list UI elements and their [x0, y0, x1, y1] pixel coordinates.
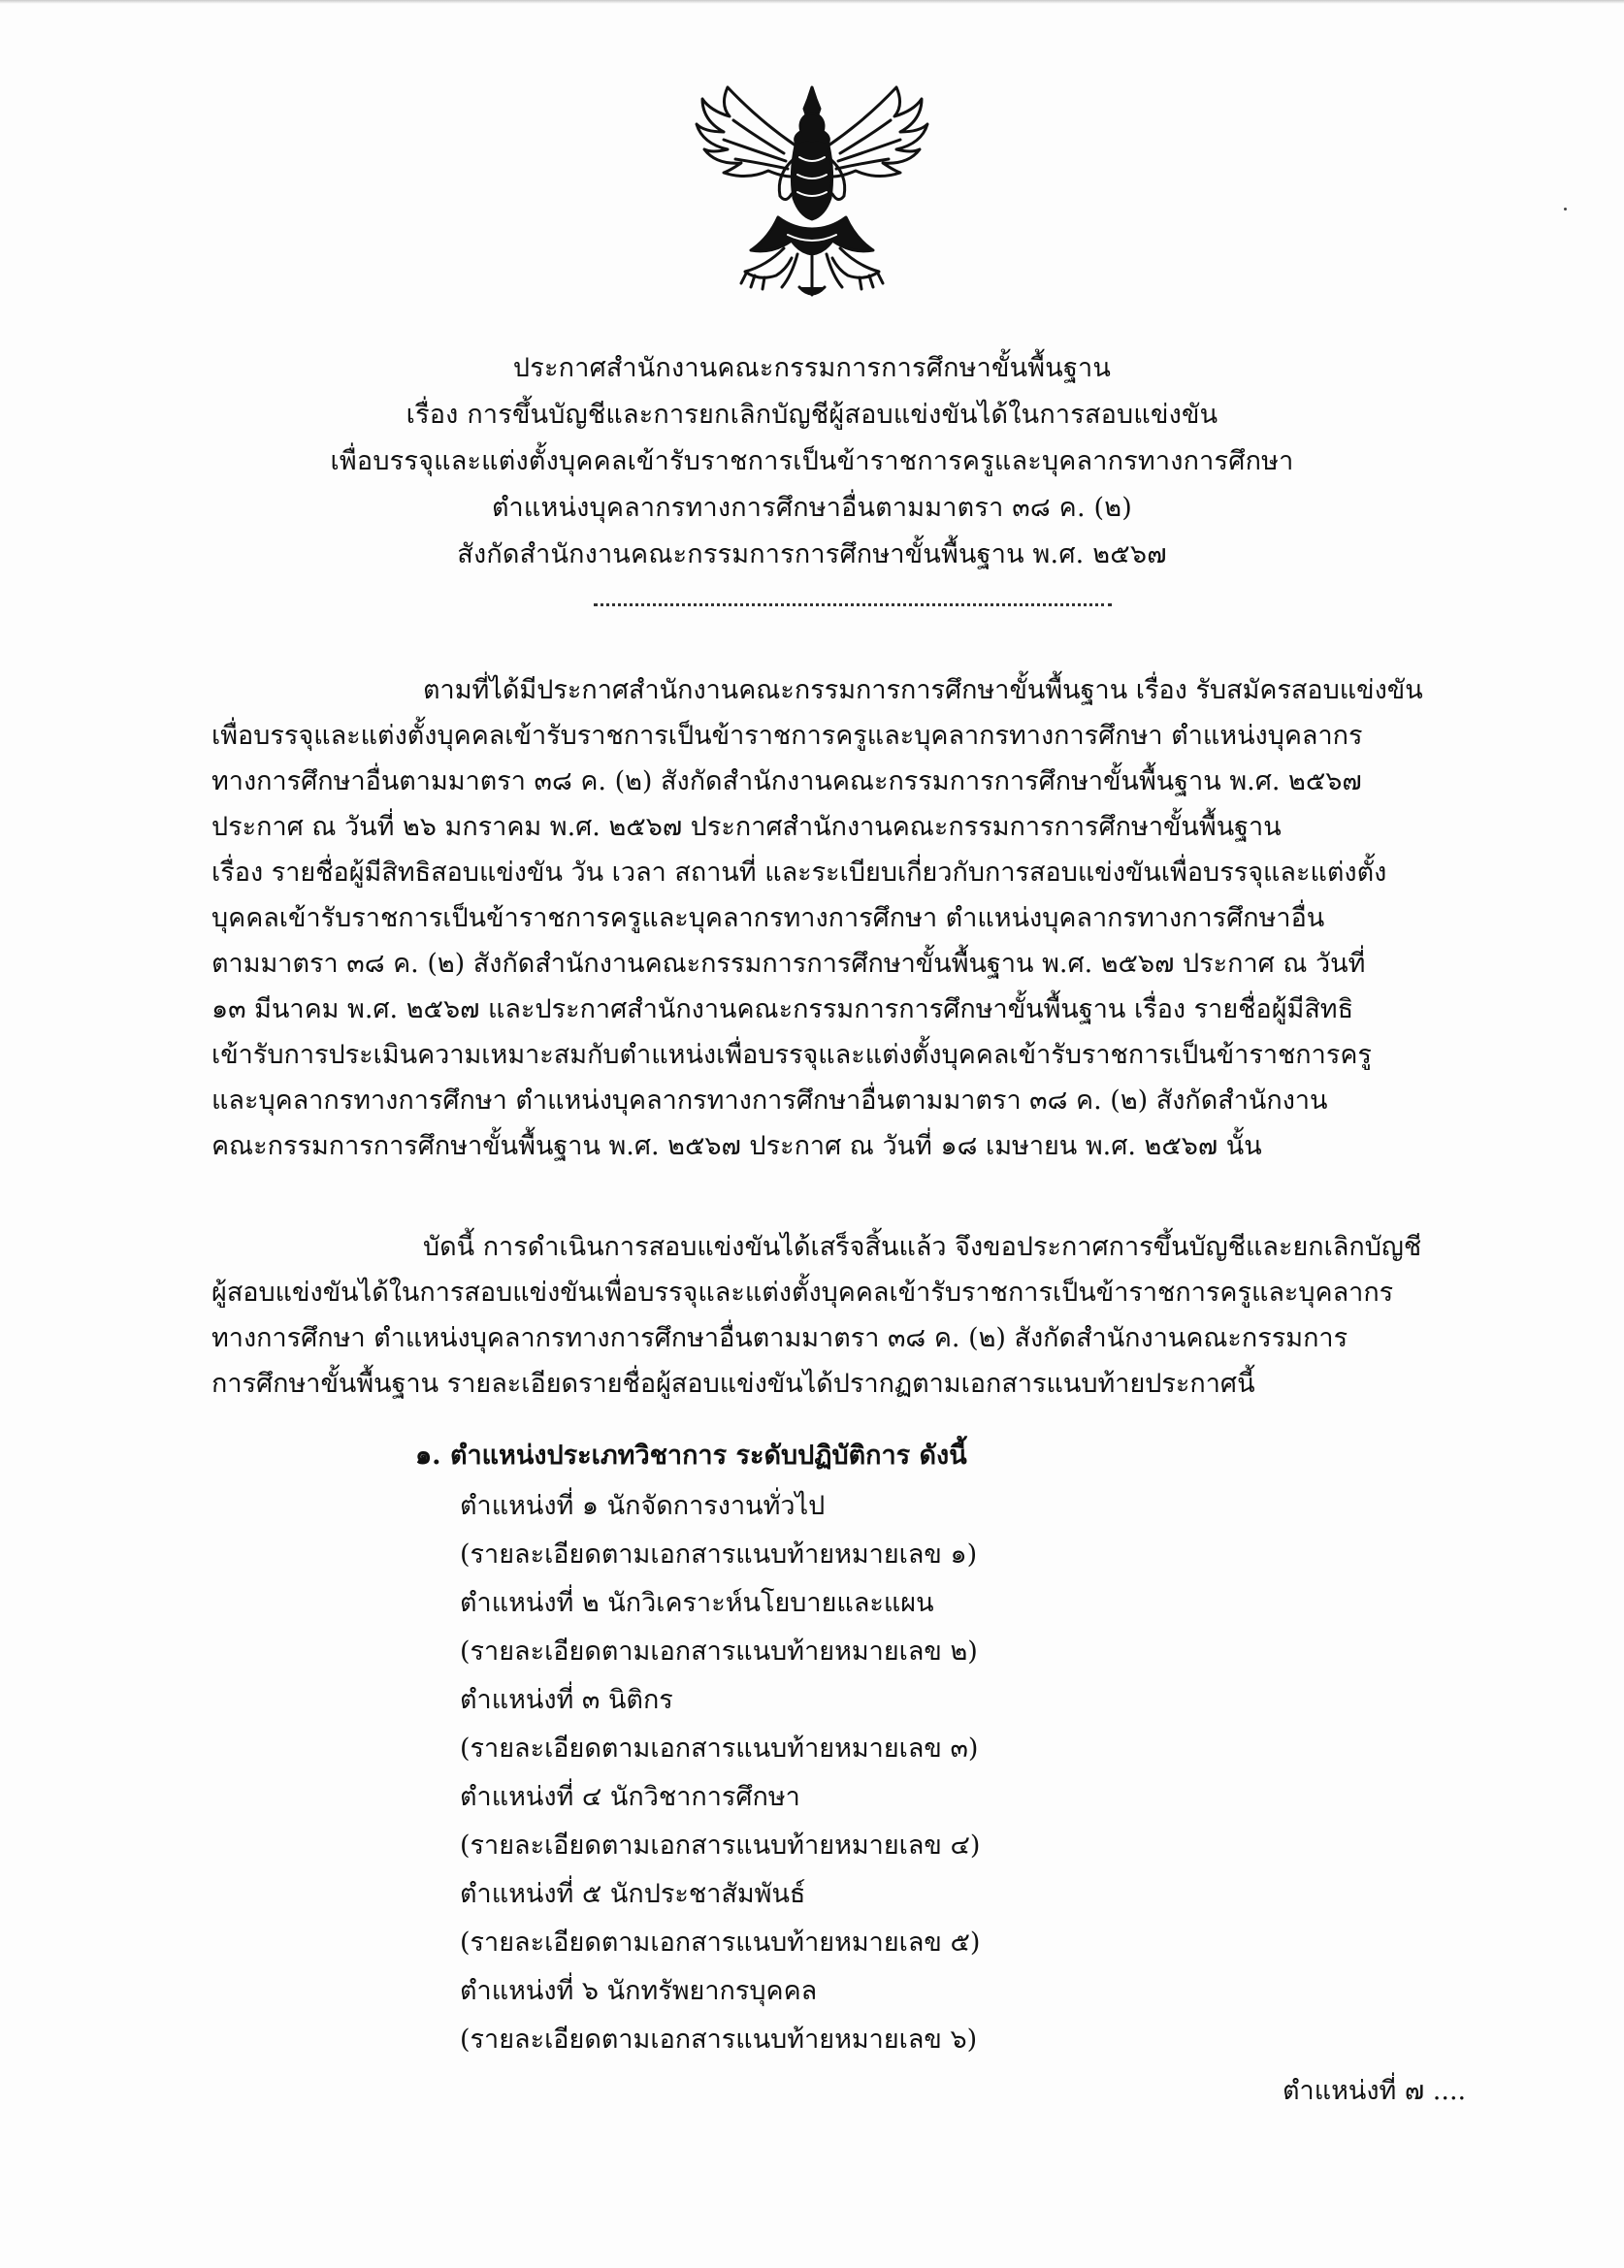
paragraph-line: ตามมาตรา ๓๘ ค. (๒) สังกัดสำนักงานคณะกรรมการการศึกษาขั้นพื้นฐาน พ.ศ. ๒๕๖๗ ประกาศ ณ วันที่	[211, 949, 1366, 979]
position-item: ตำแหน่งที่ ๓ นิติกร	[460, 1685, 673, 1715]
body-paragraph-1	[211, 667, 1469, 1169]
paragraph-line: การศึกษาขั้นพื้นฐาน รายละเอียดรายชื่อผู้สอบแข่งขันได้ปรากฏตามเอกสารแนบท้ายประกาศนี้	[211, 1369, 1255, 1399]
paragraph-line: ตามที่ได้มีประกาศสำนักงานคณะกรรมการการศึกษาขั้นพื้นฐาน เรื่อง รับสมัครสอบแข่งขัน	[423, 675, 1423, 705]
title-line: ตำแหน่งบุคลากรทางการศึกษาอื่นตามมาตรา ๓๘ ค. (๒)	[492, 493, 1132, 523]
position-item: ตำแหน่งที่ ๑ นักจัดการงานทั่วไป	[460, 1491, 826, 1521]
paragraph-line: เรื่อง รายชื่อผู้มีสิทธิสอบแข่งขัน วัน เวลา สถานที่ และระเบียบเกี่ยวกับการสอบแข่งขันเพื่อบรรจุและแต่งตั้ง	[211, 858, 1387, 888]
dotted-divider	[594, 603, 1112, 606]
continuation-marker: ตำแหน่งที่ ๗ ....	[1283, 2076, 1467, 2106]
paragraph-line: ๑๓ มีนาคม พ.ศ. ๒๕๖๗ และประกาศสำนักงานคณะกรรมการการศึกษาขั้นพื้นฐาน เรื่อง รายชื่อผู้มีสิทธิ	[211, 994, 1354, 1024]
title-line: สังกัดสำนักงานคณะกรรมการการศึกษาขั้นพื้นฐาน พ.ศ. ๒๕๖๗	[457, 539, 1167, 569]
attachment-reference: (รายละเอียดตามเอกสารแนบท้ายหมายเลข ๒)	[460, 1636, 978, 1667]
list-heading: ๑. ตำแหน่งประเภทวิชาการ ระดับปฏิบัติการ ดังนี้	[415, 1441, 967, 1471]
garuda-emblem-icon	[691, 81, 933, 305]
paragraph-line: ทางการศึกษาอื่นตามมาตรา ๓๘ ค. (๒) สังกัดสำนักงานคณะกรรมการการศึกษาขั้นพื้นฐาน พ.ศ. ๒๕๖๗	[211, 766, 1362, 796]
paragraph-line: เข้ารับการประเมินความเหมาะสมกับตำแหน่งเพื่อบรรจุและแต่งตั้งบุคคลเข้ารับราชการเป็นข้าราชการครู	[211, 1040, 1372, 1070]
attachment-reference: (รายละเอียดตามเอกสารแนบท้ายหมายเลข ๔)	[460, 1831, 981, 1861]
attachment-reference: (รายละเอียดตามเอกสารแนบท้ายหมายเลข ๓)	[460, 1733, 979, 1764]
scan-edge	[0, 0, 1624, 4]
position-item: ตำแหน่งที่ ๖ นักทรัพยากรบุคคล	[460, 1976, 818, 2006]
paragraph-line: เพื่อบรรจุและแต่งตั้งบุคคลเข้ารับราชการเป็นข้าราชการครูและบุคลากรทางการศึกษา ตำแหน่งบุคลากร	[211, 721, 1363, 751]
title-subject-line: เรื่อง การขึ้นบัญชีและการยกเลิกบัญชีผู้สอบแข่งขันได้ในการสอบแข่งขัน	[406, 400, 1218, 430]
paragraph-line: บุคคลเข้ารับราชการเป็นข้าราชการครูและบุคลากรทางการศึกษา ตำแหน่งบุคลากรทางการศึกษาอื่น	[211, 903, 1325, 933]
scan-speck	[1564, 208, 1567, 211]
paragraph-line: ผู้สอบแข่งขันได้ในการสอบแข่งขันเพื่อบรรจุและแต่งตั้งบุคคลเข้ารับราชการเป็นข้าราชการครูและบุคลากร	[211, 1278, 1394, 1308]
position-item: ตำแหน่งที่ ๕ นักประชาสัมพันธ์	[460, 1879, 806, 1909]
paragraph-line: บัดนี้ การดำเนินการสอบแข่งขันได้เสร็จสิ้นแล้ว จึงขอประกาศการขึ้นบัญชีและยกเลิกบัญชี	[423, 1232, 1422, 1262]
attachment-reference: (รายละเอียดตามเอกสารแนบท้ายหมายเลข ๑)	[460, 1539, 978, 1570]
title-line: เพื่อบรรจุและแต่งตั้งบุคคลเข้ารับราชการเป็นข้าราชการครูและบุคลากรทางการศึกษา	[330, 446, 1294, 476]
announcement-title	[213, 345, 1411, 578]
position-item: ตำแหน่งที่ ๔ นักวิชาการศึกษา	[460, 1782, 800, 1812]
attachment-reference: (รายละเอียดตามเอกสารแนบท้ายหมายเลข ๖)	[460, 2025, 978, 2055]
position-item: ตำแหน่งที่ ๒ นักวิเคราะห์นโยบายและแผน	[460, 1588, 934, 1618]
body-paragraph-2	[211, 1224, 1469, 1407]
paragraph-line: ประกาศ ณ วันที่ ๒๖ มกราคม พ.ศ. ๒๕๖๗ ประกาศสำนักงานคณะกรรมการการศึกษาขั้นพื้นฐาน	[211, 812, 1282, 842]
paragraph-line: คณะกรรมการการศึกษาขั้นพื้นฐาน พ.ศ. ๒๕๖๗ ประกาศ ณ วันที่ ๑๘ เมษายน พ.ศ. ๒๕๖๗ นั้น	[211, 1131, 1262, 1161]
title-line: ประกาศสำนักงานคณะกรรมการการศึกษาขั้นพื้นฐาน	[512, 353, 1112, 383]
paragraph-line: และบุคลากรทางการศึกษา ตำแหน่งบุคลากรทางการศึกษาอื่นตามมาตรา ๓๘ ค. (๒) สังกัดสำนักงาน	[211, 1085, 1328, 1116]
paragraph-line: ทางการศึกษา ตำแหน่งบุคลากรทางการศึกษาอื่นตามมาตรา ๓๘ ค. (๒) สังกัดสำนักงานคณะกรรมการ	[211, 1323, 1348, 1353]
attachment-reference: (รายละเอียดตามเอกสารแนบท้ายหมายเลข ๕)	[460, 1928, 981, 1958]
